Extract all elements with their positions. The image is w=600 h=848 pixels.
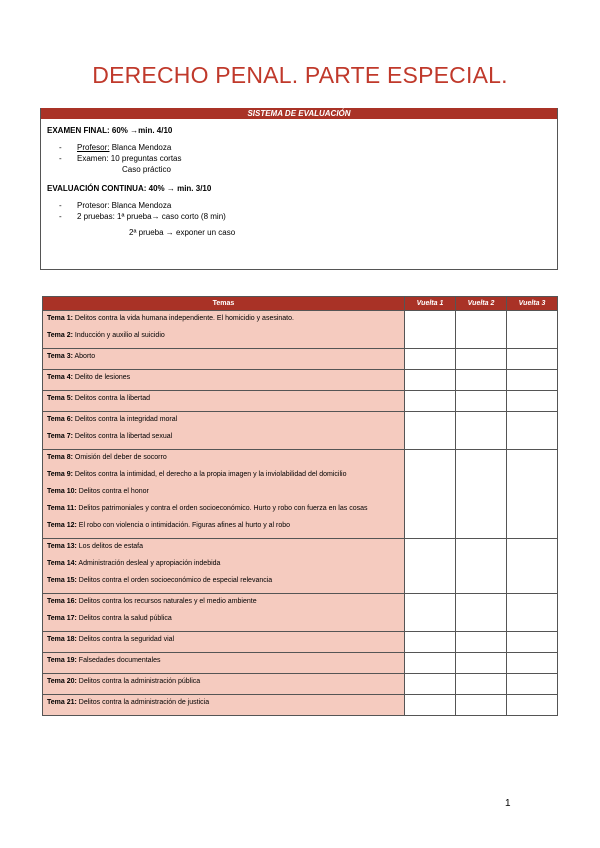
final-exam-text: Examen: 10 preguntas cortas (77, 154, 182, 163)
vuelta-3-cell (507, 370, 558, 391)
vuelta-1-cell (405, 539, 456, 594)
tema-number: Tema 5: (47, 395, 73, 402)
tema-item (47, 504, 400, 521)
tema-item (47, 453, 400, 470)
tema-item (47, 521, 400, 538)
tema-number: Tema 9: (47, 471, 73, 478)
bullet-dash: - (59, 154, 62, 163)
header-vuelta-3: Vuelta 3 (507, 297, 558, 311)
tema-number: Tema 18: (47, 636, 77, 643)
tema-number: Tema 8: (47, 454, 73, 461)
tema-item (47, 373, 400, 390)
tema-number: Tema 1: (47, 315, 73, 322)
vuelta-3-cell (507, 539, 558, 594)
vuelta-2-cell (456, 450, 507, 539)
tema-title: Delitos contra la libertad sexual (72, 433, 173, 440)
table-row (43, 391, 558, 412)
tema-number: Tema 2: (47, 332, 73, 339)
evaluation-header: SISTEMA DE EVALUACIÓN (41, 108, 557, 119)
evaluation-system-box (40, 108, 558, 270)
tema-item (47, 394, 400, 411)
vuelta-2-cell (456, 391, 507, 412)
tema-item (47, 677, 400, 694)
tema-item (47, 576, 400, 593)
vuelta-3-cell (507, 412, 558, 450)
tema-title: Delito de lesiones (72, 374, 131, 381)
tema-title: Delitos patrimoniales y contra el orden socioeconómico. Hurto y robo con fuerza en las cosas (76, 505, 368, 512)
tema-item (47, 432, 400, 449)
continuous-eval-text: 2 pruebas: 1ª prueba→ caso corto (8 min) (77, 212, 226, 221)
tema-title: Inducción y auxilio al suicidio (72, 332, 165, 339)
vuelta-1-cell (405, 632, 456, 653)
header-temas: Temas (43, 297, 405, 311)
tema-title: Delitos contra el honor (76, 488, 149, 495)
tema-number: Tema 4: (47, 374, 73, 381)
final-exam-item (47, 153, 557, 164)
temas-cell (43, 412, 405, 450)
continuous-eval-item (47, 200, 557, 211)
vuelta-2-cell (456, 311, 507, 349)
tema-title: Delitos contra la administración de justicia (76, 699, 210, 706)
temas-cell (43, 632, 405, 653)
vuelta-1-cell (405, 370, 456, 391)
tema-number: Tema 14: (47, 560, 77, 567)
bullet-dash: - (59, 143, 62, 152)
table-row (43, 349, 558, 370)
vuelta-2-cell (456, 632, 507, 653)
vuelta-2-cell (456, 349, 507, 370)
tema-item (47, 559, 400, 576)
tema-item (47, 656, 400, 673)
tema-title: Delitos contra la integridad moral (72, 416, 178, 423)
table-header-row (43, 297, 558, 311)
bullet-dash: - (59, 201, 62, 210)
tema-title: Delitos contra la salud pública (76, 615, 172, 622)
vuelta-1-cell (405, 695, 456, 716)
final-exam-label: Profesor: (77, 143, 110, 152)
temas-cell (43, 311, 405, 349)
tema-title: Delitos contra la intimidad, el derecho a la propia imagen y la inviolabilidad del domicilio (72, 471, 347, 478)
table-row (43, 695, 558, 716)
continuous-eval-text: Protesor: Blanca Mendoza (77, 201, 172, 210)
header-vuelta-2: Vuelta 2 (456, 297, 507, 311)
final-exam-heading: EXAMEN FINAL: 60% →min. 4/10 (47, 126, 173, 135)
tema-title: Delitos contra el orden socioeconómico de especial relevancia (76, 577, 273, 584)
tema-number: Tema 11: (47, 505, 77, 512)
tema-title: Delitos contra la libertad (72, 395, 150, 402)
vuelta-2-cell (456, 674, 507, 695)
vuelta-2-cell (456, 412, 507, 450)
continuous-eval-heading: EVALUACIÓN CONTINUA: 40% → min. 3/10 (47, 184, 212, 193)
vuelta-2-cell (456, 695, 507, 716)
vuelta-3-cell (507, 695, 558, 716)
tema-item (47, 470, 400, 487)
tema-number: Tema 7: (47, 433, 73, 440)
vuelta-3-cell (507, 311, 558, 349)
tema-number: Tema 10: (47, 488, 77, 495)
tema-item (47, 635, 400, 652)
vuelta-1-cell (405, 674, 456, 695)
tema-item (47, 352, 400, 369)
temas-cell (43, 653, 405, 674)
tema-title: Los delitos de estafa (76, 543, 143, 550)
tema-title: Delitos contra los recursos naturales y el medio ambiente (76, 598, 257, 605)
tema-title: Omisión del deber de socorro (72, 454, 167, 461)
tema-number: Tema 15: (47, 577, 77, 584)
tema-item (47, 487, 400, 504)
vuelta-3-cell (507, 450, 558, 539)
vuelta-3-cell (507, 674, 558, 695)
page-title: DERECHO PENAL. PARTE ESPECIAL. (92, 62, 508, 88)
tema-item (47, 415, 400, 432)
temas-cell (43, 450, 405, 539)
page-number: 1 (505, 798, 511, 809)
table-row (43, 632, 558, 653)
tema-title: Administración desleal y apropiación indebida (76, 560, 221, 567)
temas-cell (43, 370, 405, 391)
topics-table (42, 296, 558, 716)
table-row (43, 450, 558, 539)
tema-item (47, 314, 400, 331)
table-row (43, 412, 558, 450)
final-exam-item (47, 142, 557, 153)
vuelta-2-cell (456, 539, 507, 594)
vuelta-3-cell (507, 349, 558, 370)
continuous-eval-item (47, 211, 557, 222)
vuelta-3-cell (507, 653, 558, 674)
tema-title: Falsedades documentales (76, 657, 161, 664)
evaluation-body (41, 125, 557, 238)
tema-number: Tema 3: (47, 353, 73, 360)
tema-number: Tema 13: (47, 543, 77, 550)
tema-number: Tema 17: (47, 615, 77, 622)
vuelta-3-cell (507, 391, 558, 412)
tema-number: Tema 12: (47, 522, 77, 529)
tema-number: Tema 6: (47, 416, 73, 423)
vuelta-1-cell (405, 311, 456, 349)
tema-title: Aborto (72, 353, 96, 360)
continuous-eval-list (47, 200, 557, 222)
vuelta-2-cell (456, 370, 507, 391)
final-exam-text: Blanca Mendoza (109, 143, 172, 152)
tema-number: Tema 21: (47, 699, 77, 706)
vuelta-1-cell (405, 412, 456, 450)
vuelta-2-cell (456, 594, 507, 632)
vuelta-3-cell (507, 594, 558, 632)
table-row (43, 370, 558, 391)
temas-cell (43, 674, 405, 695)
temas-cell (43, 391, 405, 412)
table-row (43, 311, 558, 349)
vuelta-1-cell (405, 450, 456, 539)
final-exam-list (47, 142, 557, 164)
tema-item (47, 542, 400, 559)
table-row (43, 674, 558, 695)
header-vuelta-1: Vuelta 1 (405, 297, 456, 311)
table-row (43, 594, 558, 632)
vuelta-1-cell (405, 653, 456, 674)
vuelta-3-cell (507, 632, 558, 653)
vuelta-1-cell (405, 349, 456, 370)
temas-cell (43, 695, 405, 716)
tema-number: Tema 16: (47, 598, 77, 605)
temas-cell (43, 349, 405, 370)
tema-title: Delitos contra la vida humana independiente. El homicidio y asesinato. (72, 315, 294, 322)
tema-item (47, 614, 400, 631)
tema-title: El robo con violencia o intimidación. Figuras afines al hurto y al robo (76, 522, 291, 529)
table-row (43, 539, 558, 594)
tema-item (47, 597, 400, 614)
tema-title: Delitos contra la seguridad vial (76, 636, 175, 643)
temas-cell (43, 594, 405, 632)
tema-number: Tema 20: (47, 678, 77, 685)
tema-title: Delitos contra la administración pública (76, 678, 201, 685)
tema-item (47, 698, 400, 715)
bullet-dash: - (59, 212, 62, 221)
vuelta-2-cell (456, 653, 507, 674)
final-exam-extra: Caso práctico (122, 165, 171, 174)
vuelta-1-cell (405, 391, 456, 412)
continuous-eval-extra: 2ª prueba → exponer un caso (129, 228, 236, 237)
tema-number: Tema 19: (47, 657, 77, 664)
tema-item (47, 331, 400, 348)
temas-cell (43, 539, 405, 594)
vuelta-1-cell (405, 594, 456, 632)
table-row (43, 653, 558, 674)
